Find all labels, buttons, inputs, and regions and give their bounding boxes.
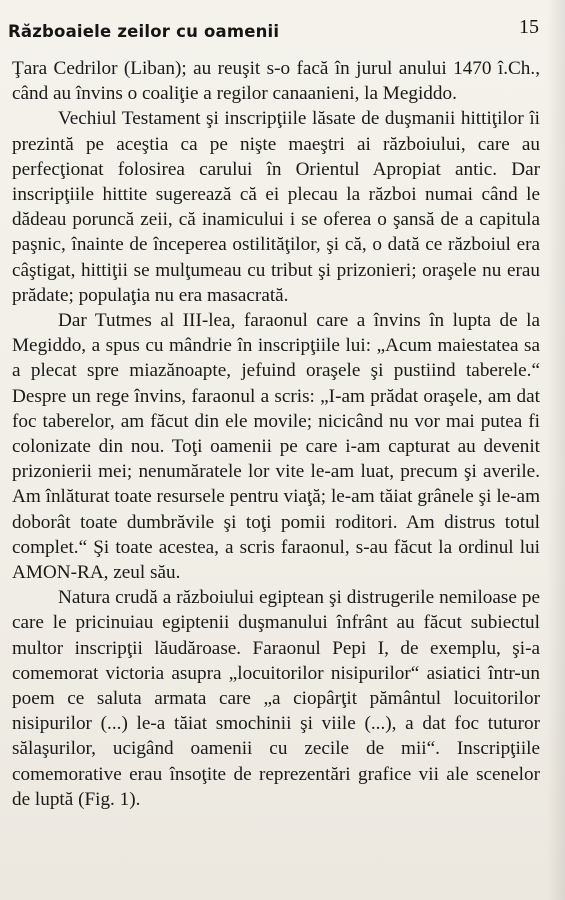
paragraph-4: Natura crudă a războiului egiptean şi distrugerile nemiloase pe care le pricinuiau egiptenii duşmanului înfrânt au făcut subiectul multor inscripţii lăudăroase. Faraonul Pepi I, de exemplu, şi-a comemorat victoria asupra „locuitorilor nisipurilor“ asiatici într-un poem ce saluta armata care „a ciopârţit pământul locuitorilor nisipurilor (...) le-a tăiat smochinii şi viile (...), a dat foc tuturor sălaşurilor, ucigând oamenii cu zecile de mii“. Inscripţiile comemorative erau însoţite de reprezentări grafice vii ale scenelor de luptă (Fig. 1). [12, 587, 540, 810]
page-number: 15 [519, 16, 539, 38]
paragraph-1: Ţara Cedrilor (Liban); au reuşit s-o facă în jurul anului 1470 î.Ch., când au învins o coaliţie a regilor canaanieni, la Megiddo. [12, 58, 540, 105]
page-header [8, 14, 539, 44]
paragraph-2: Vechiul Testament şi inscripţiile lăsate de duşmanii hittiţilor îi prezintă pe aceştia ca pe nişte maeştri ai războiului, care au perfecţionat folosirea carului în Orientul Apropiat antic. Dar inscripţiile hittite sugerează că ei plecau la război numai când le dădeau poruncă zeii, că inamicului i se oferea o şansă de a capitula paşnic, înainte de începerea ostilităţilor, şi că, o dată ce războiul era câştigat, hittiţii se mulţumeau cu tribut şi prizonieri; oraşele nu erau prădate; populaţia nu era masacrată. [12, 108, 540, 306]
page-edge-shadow [547, 0, 565, 900]
paragraph-3: Dar Tutmes al III-lea, faraonul care a învins în lupta de la Megiddo, a spus cu mândrie în inscripţiile lui: „Acum maiestatea sa a plecat spre miazănoapte, jefuind oraşele şi pustiind taberele.“ Despre un rege învins, faraonul a scris: „I-am prădat oraşele, am dat foc taberelor, am făcut din ele movile; nicicând nu vor mai putea fi colonizate din nou. Toţi oamenii pe care i-am capturat au devenit prizonierii mei; nenumăratele lor vite le-am luat, precum şi averile. Am înlăturat toate resursele pentru viaţă; le-am tăiat grânele şi le-am doborât toate dumbrăvile şi toţi pomii roditori. Am distrus totul complet.“ Şi toate acestea, a scris faraonul, s-au făcut la ordinul lui AMON-RA, zeul său. [12, 310, 540, 584]
body-text [12, 56, 540, 812]
running-title: Războaiele zeilor cu oamenii [8, 22, 280, 41]
